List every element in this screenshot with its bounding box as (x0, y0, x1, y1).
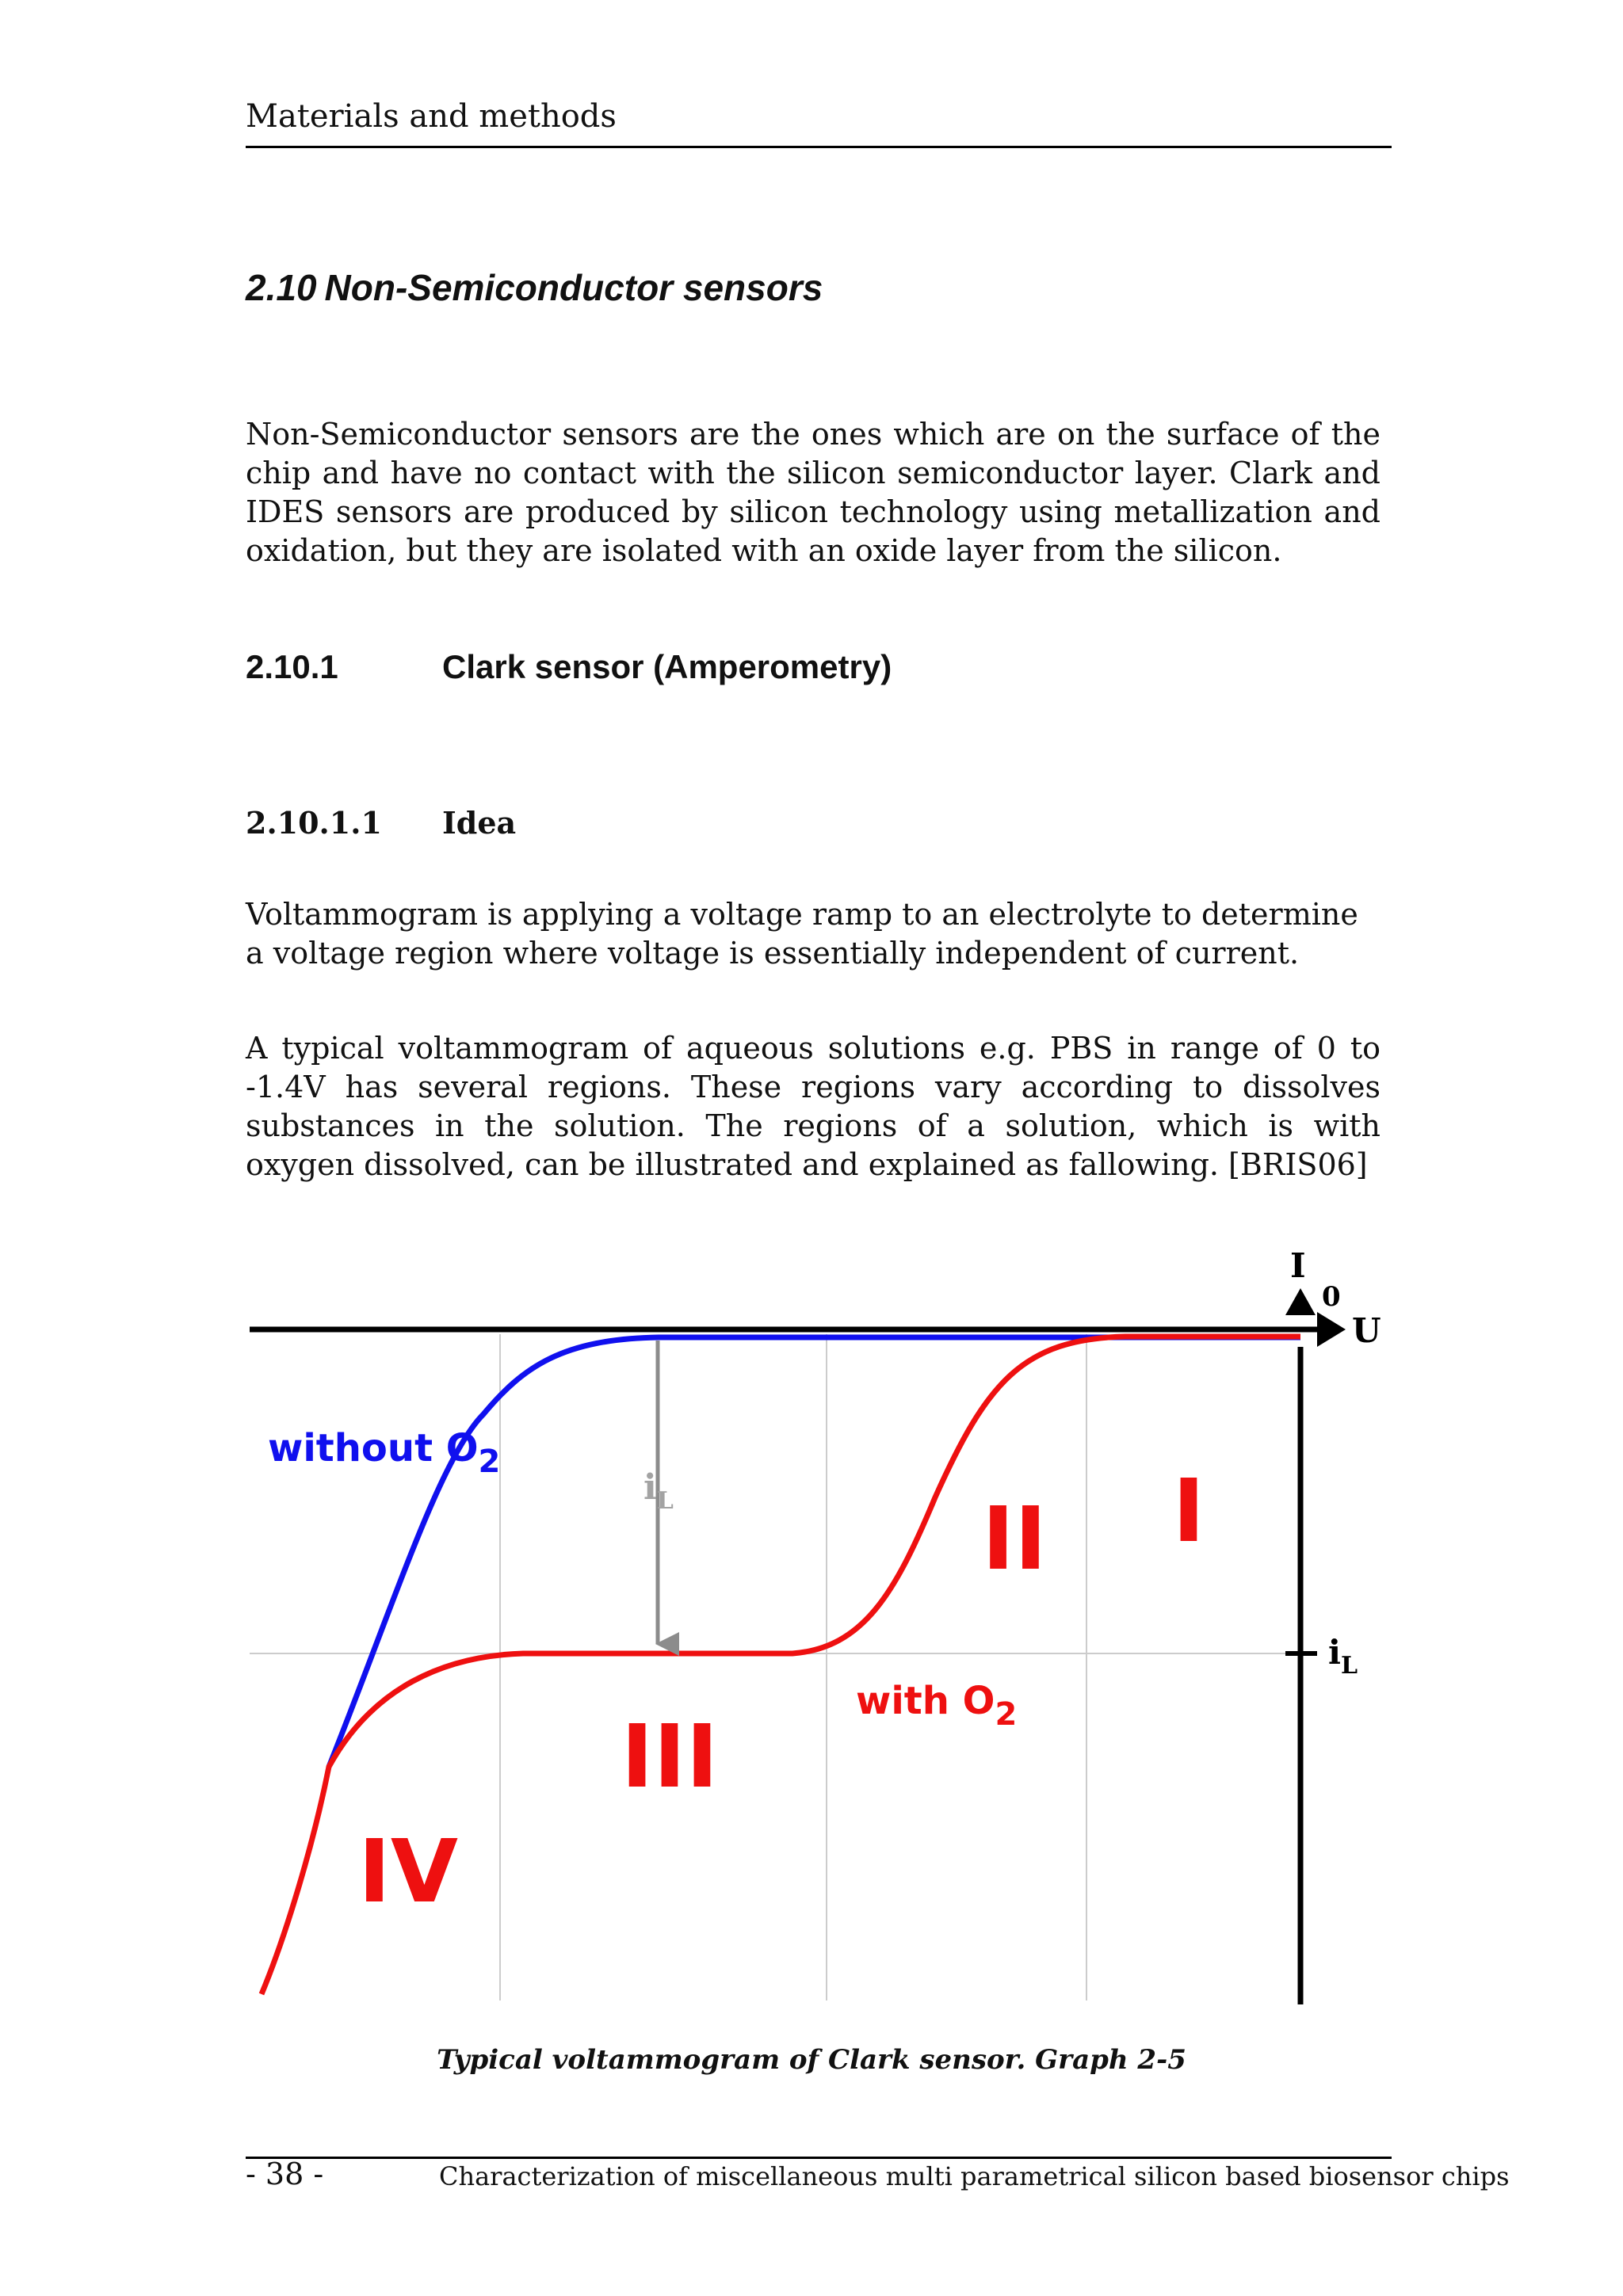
y-axis-arrowhead (1285, 1288, 1316, 1315)
figure-caption: Typical voltammogram of Clark sensor. Graph 2-5 (437, 2044, 1186, 2076)
voltammogram-figure (238, 1220, 1411, 2012)
page-number: - 38 - (246, 2157, 324, 2191)
subsubsection-heading (246, 805, 517, 841)
section-title-text: Non-Semiconductor sensors (324, 267, 823, 308)
subsection-title: Clark sensor (Amperometry) (442, 648, 892, 685)
paragraph-voltammogram: Voltammogram is applying a voltage ramp to an electrolyte to determine a voltage region where voltage is essentially independent of current. (246, 897, 1358, 971)
with-o2-label: with $O_2$ (856, 1679, 1018, 1733)
y-axis-label: I (1290, 1246, 1306, 1285)
region-label: III (621, 1706, 719, 1807)
il-axis-label: $i_L$ (1328, 1633, 1358, 1680)
section-number: 2.10 (246, 267, 317, 308)
header-rule (246, 146, 1392, 148)
region-label: II (982, 1488, 1047, 1589)
il-arrow-label: $i_L$ (643, 1467, 674, 1515)
footer-book-title: Characterization of miscellaneous multi parametrical silicon based biosensor chips (439, 2161, 1510, 2191)
running-header: Materials and methods (246, 98, 617, 135)
subsection-number: 2.10.1 (246, 648, 338, 685)
x-axis-arrowhead (1317, 1312, 1346, 1347)
paragraph-intro: Non-Semiconductor sensors are the ones which are on the surface of the chip and have no contact with the silicon semiconductor layer. Clark and IDES sensors are produced by silicon technology using metallization and oxidation, but they are isolated with an oxide layer from the silicon. (246, 417, 1381, 568)
subsubsection-title: Idea (442, 805, 517, 841)
footer-rule (246, 2157, 1392, 2159)
without-o2-curve (329, 1337, 1300, 1767)
region-label: I (1172, 1460, 1205, 1562)
subsection-heading (246, 648, 892, 686)
origin-label: 0 (1322, 1281, 1341, 1313)
region-label: IV (357, 1821, 459, 1922)
subsubsection-number: 2.10.1.1 (246, 805, 382, 841)
section-title (246, 266, 823, 309)
x-axis-label: U (1352, 1311, 1381, 1350)
without-o2-label: without $O_2$ (268, 1426, 501, 1480)
paragraph-regions: A typical voltammogram of aqueous solutions e.g. PBS in range of 0 to -1.4V has several regions. These regions vary according to dissolves substances in the solution. The regions of a solution, which is with oxygen dissolved, can be illustrated and explained as fallowing. [BRIS06] (246, 1031, 1381, 1182)
